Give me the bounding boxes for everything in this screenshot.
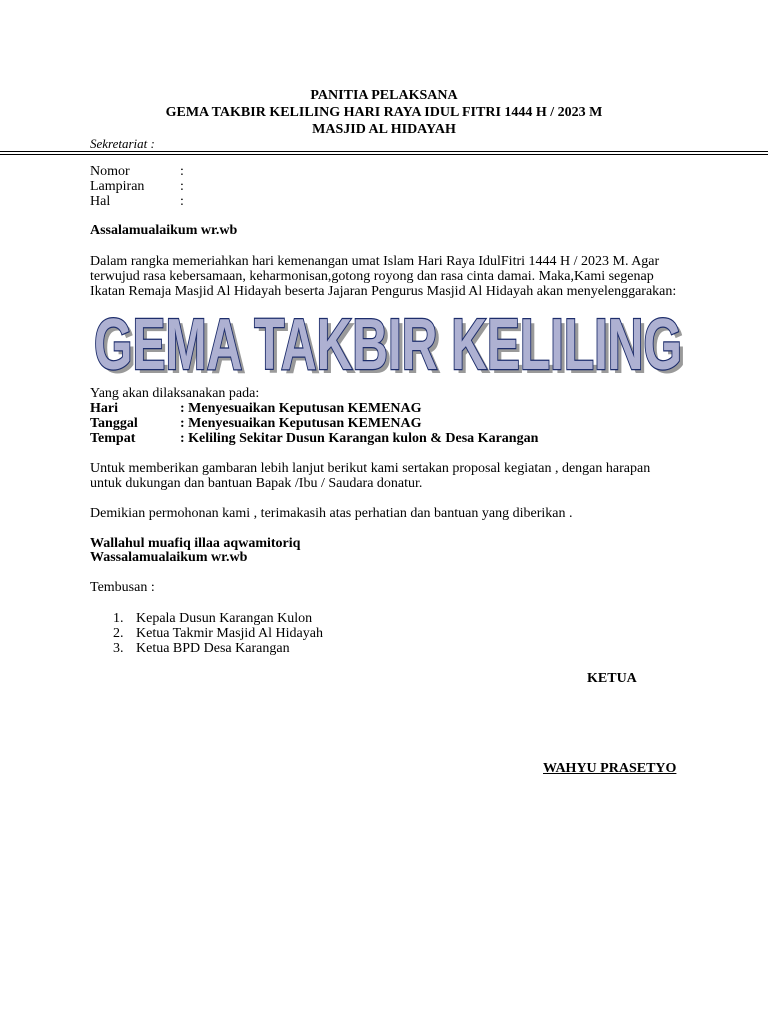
closing-prayer: Wallahul muafiq illaa aqwamitoriq — [90, 536, 301, 551]
meta-label-lampiran: Lampiran — [90, 179, 145, 194]
banner-shadow-text: GEMA TAKBIR KELILING — [98, 309, 686, 386]
intro-line: Dalam rangka memeriahkan hari kemenangan umat Islam Hari Raya IdulFitri 1444 H / 2023 M. Agar — [90, 254, 660, 269]
body-line: Untuk memberikan gambaran lebih lanjut berikut kami sertakan proposal kegiatan , dengan harapan — [90, 461, 651, 476]
banner-main-text: GEMA TAKBIR KELILING — [94, 305, 682, 385]
greeting: Assalamualaikum wr.wb — [90, 223, 238, 238]
meta-colon: : — [180, 179, 184, 194]
cc-number: 3. — [113, 641, 124, 656]
event-wordart-banner — [90, 300, 690, 386]
schedule-label-tempat: Tempat — [90, 431, 136, 446]
intro-line: Ikatan Remaja Masjid Al Hidayah beserta Jajaran Pengurus Masjid Al Hidayah akan menyelenggarakan: — [90, 284, 677, 299]
cc-item: Ketua Takmir Masjid Al Hidayah — [136, 626, 323, 641]
cc-item: Ketua BPD Desa Karangan — [136, 641, 290, 656]
header-divider-thick — [0, 151, 768, 152]
meta-label-nomor: Nomor — [90, 164, 130, 179]
closing-text: Demikian permohonan kami , terimakasih atas perhatian dan bantuan yang diberikan . — [90, 506, 573, 521]
schedule-intro: Yang akan dilaksanakan pada: — [90, 386, 260, 401]
cc-number: 2. — [113, 626, 124, 641]
schedule-value-hari: : Menyesuaikan Keputusan KEMENAG — [180, 401, 422, 416]
signature-role: KETUA — [587, 671, 637, 686]
cc-item: Kepala Dusun Karangan Kulon — [136, 611, 313, 626]
secretariat-label: Sekretariat : — [90, 136, 155, 151]
header-event-title: GEMA TAKBIR KELILING HARI RAYA IDUL FITRI 1444 H / 2023 M — [165, 105, 603, 120]
body-line: untuk dukungan dan bantuan Bapak /Ibu / Saudara donatur. — [90, 476, 423, 491]
intro-line: terwujud rasa kebersamaan, keharmonisan,gotong royong dan rasa cinta damai. Maka,Kami segenap — [90, 269, 654, 284]
header-committee: PANITIA PELAKSANA — [310, 88, 458, 103]
meta-label-hal: Hal — [90, 194, 111, 209]
meta-colon: : — [180, 194, 184, 209]
header-divider-thin — [0, 154, 768, 155]
closing-salam: Wassalamualaikum wr.wb — [90, 550, 248, 565]
schedule-value-tanggal: : Menyesuaikan Keputusan KEMENAG — [180, 416, 422, 431]
header-mosque: MASJID AL HIDAYAH — [312, 122, 456, 137]
signature-name: WAHYU PRASETYO — [543, 761, 677, 776]
schedule-label-tanggal: Tanggal — [90, 416, 138, 431]
cc-label: Tembusan : — [90, 580, 155, 595]
meta-colon: : — [180, 164, 184, 179]
cc-number: 1. — [113, 611, 124, 626]
schedule-label-hari: Hari — [90, 401, 118, 416]
schedule-value-tempat: : Keliling Sekitar Dusun Karangan kulon & Desa Karangan — [180, 431, 539, 446]
